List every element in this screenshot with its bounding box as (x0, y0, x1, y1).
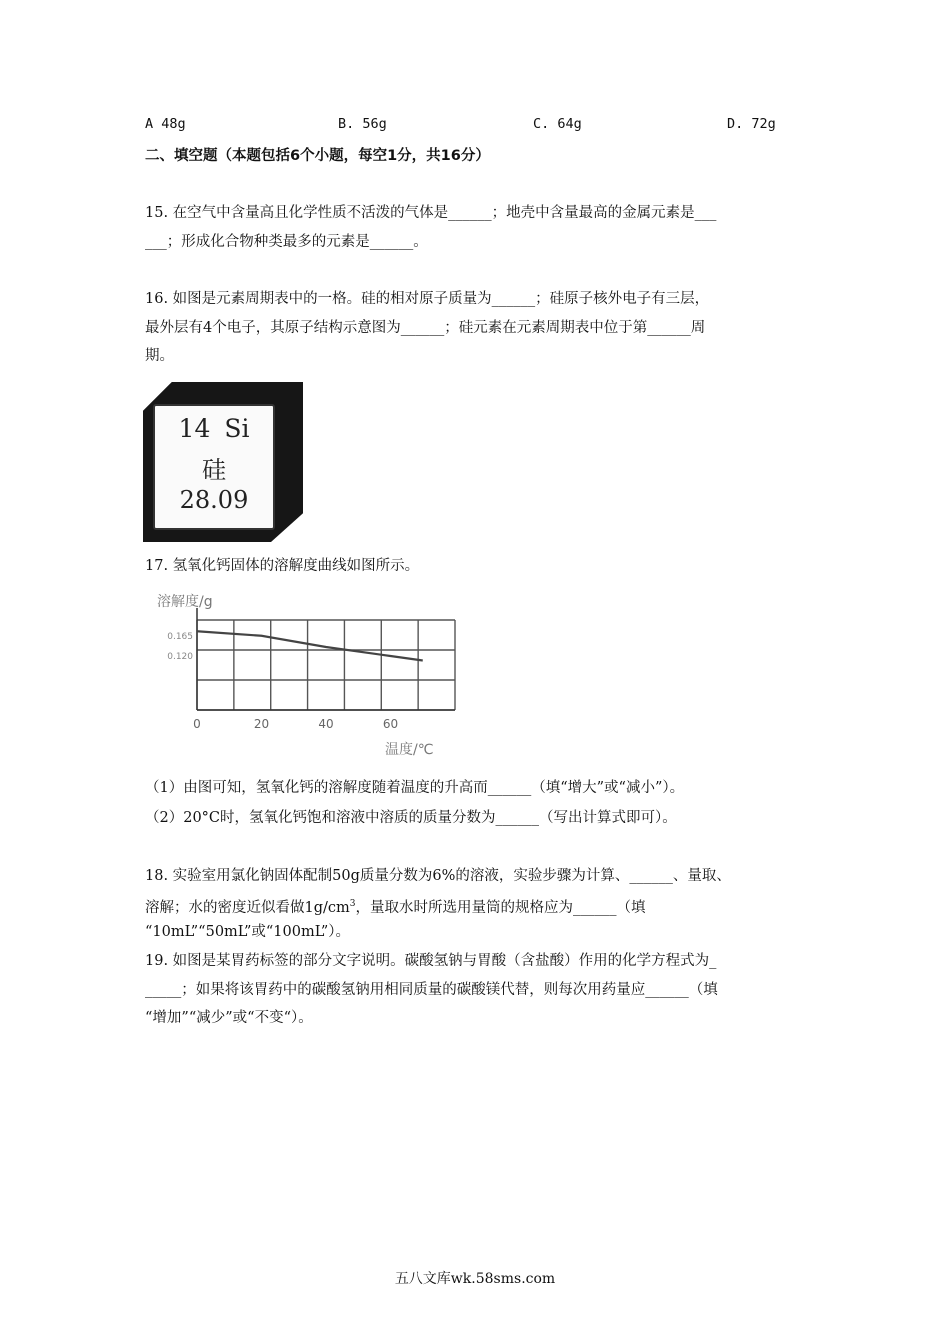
q16-line1: 16. 如图是元素周期表中的一格。硅的相对原子质量为______；硅原子核外电子有三层， (145, 291, 710, 307)
x-tick-label: 20 (253, 717, 270, 731)
footer-watermark: 五八文库wk.58sms.com (394, 1271, 556, 1287)
element-name: 硅 (202, 456, 226, 484)
section-heading: 二、填空题（本题包括6个小题，每空1分，共16分） (145, 148, 490, 164)
x-axis-label: 温度/℃ (385, 742, 434, 758)
y-axis-label: 溶解度/g (157, 594, 213, 610)
q16-line2: 最外层有4个电子，其原子结构示意图为______；硅元素在元素周期表中位于第______周 (145, 320, 706, 336)
solubility-chart (145, 590, 465, 760)
atomic-mass: 28.09 (179, 486, 249, 514)
x-tick-label: 40 (318, 717, 334, 731)
y-tick-label: 0.165 (167, 631, 193, 642)
q17-sub1: （1）由图可知，氢氧化钙的溶解度随着温度的升高而______（填“增大”或“减小”）。 (145, 780, 685, 796)
option-b: B. 56g (338, 116, 387, 132)
element-header (155, 414, 273, 443)
q19-line1: 19. 如图是某胃药标签的部分文字说明。碳酸氢钠与胃酸（含盐酸）作用的化学方程式为_ (145, 953, 717, 969)
q18-line2-b: ，量取水时所选用量筒的规格应为______（填 (355, 899, 646, 916)
answer-options (145, 116, 795, 138)
q18-line2-a: 溶解；水的密度近似看做1g/cm (145, 899, 350, 916)
q15-line2: ___；形成化合物种类最多的元素是______。 (145, 234, 428, 250)
solubility-curve (197, 631, 423, 660)
periodic-table-cell (143, 382, 305, 544)
q18-superscript: 3 (349, 899, 356, 909)
element-symbol: Si (224, 414, 250, 443)
q18-line2 (145, 894, 646, 918)
q19-line3: “增加”“减少”或“不变“）。 (145, 1010, 313, 1026)
q18-line1: 18. 实验室用氯化钠固体配制50g质量分数为6%的溶液，实验步骤为计算、______、量取、 (145, 868, 731, 884)
q18-line3: “10mL”“50mL”或“100mL”）。 (145, 924, 351, 940)
solubility-chart-svg (145, 590, 465, 760)
x-tick-label: 0 (193, 717, 201, 731)
y-tick-label: 0.120 (167, 652, 193, 662)
atomic-number: 14 (178, 414, 211, 443)
q17-line1: 17. 氢氧化钙固体的溶解度曲线如图所示。 (145, 558, 420, 574)
option-d: D. 72g (727, 116, 776, 132)
q17-sub2: （2）20°C时，氢氧化钙饱和溶液中溶质的质量分数为______（写出计算式即可）。 (145, 810, 677, 826)
option-c: C. 64g (533, 116, 582, 132)
x-tick-label: 60 (382, 717, 399, 731)
q15-line1: 15. 在空气中含量高且化学性质不活泼的气体是______；地壳中含量最高的金属元素是___ (145, 205, 717, 221)
cell-face (153, 404, 275, 530)
option-a: A 48g (145, 116, 186, 132)
q19-line2: _____；如果将该胃药中的碳酸氢钠用相同质量的碳酸镁代替，则每次用药量应______（填 (145, 982, 718, 998)
q16-line3: 期。 (145, 348, 174, 364)
